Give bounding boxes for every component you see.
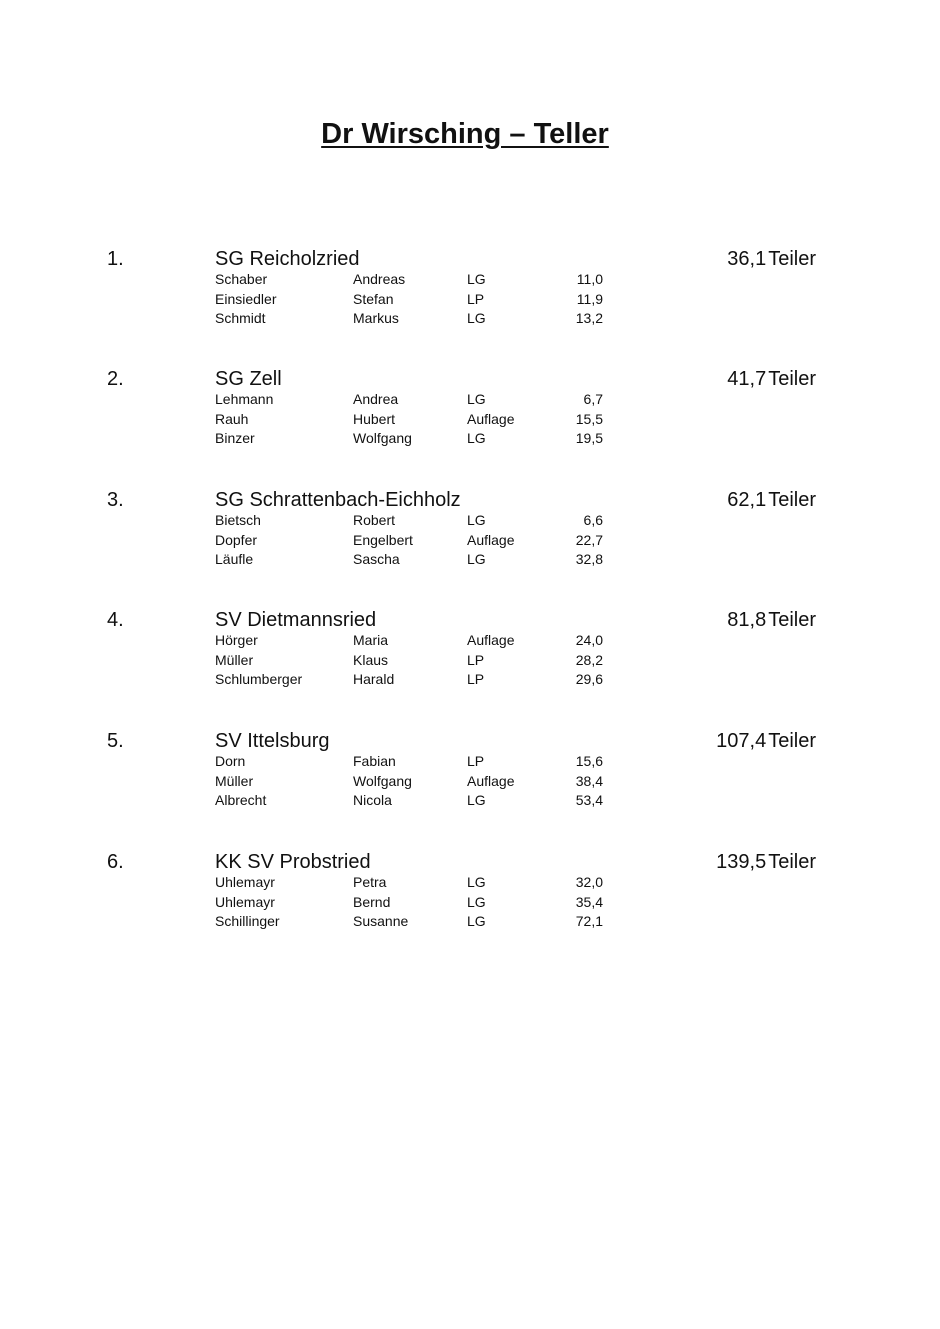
member-weapon: LG: [467, 874, 486, 890]
member-row: [0, 874, 940, 894]
member-last-name: Uhlemayr: [215, 874, 275, 890]
member-score: 32,0: [575, 874, 603, 890]
member-weapon: LP: [467, 753, 485, 769]
member-score: 72,1: [575, 913, 603, 929]
member-first-name: Stefan: [353, 290, 394, 307]
member-score: 11,0: [576, 271, 603, 287]
team-total-unit: Teiler: [768, 730, 816, 752]
member-score: 19,5: [575, 430, 603, 446]
member-last-name: Dopfer: [215, 531, 258, 548]
team-rank: 3.: [107, 489, 124, 511]
team-total: [727, 368, 816, 391]
member-last-name: Einsiedler: [215, 290, 277, 307]
team-total-value: 41,7: [727, 368, 767, 390]
member-last-name: Rauh: [215, 410, 249, 427]
member-last-name: Läufle: [215, 551, 254, 567]
page-title: Dr Wirsching – Teller: [321, 118, 609, 150]
member-first-name: Markus: [353, 310, 399, 326]
member-last-name: Binzer: [215, 430, 255, 446]
team-total-value: 81,8: [727, 609, 767, 631]
member-score: 13,2: [575, 310, 603, 326]
member-score: 15,5: [575, 410, 603, 427]
member-score: 32,8: [575, 551, 603, 567]
member-row: [0, 773, 940, 793]
member-weapon: LG: [467, 551, 486, 567]
member-last-name: Bietsch: [215, 512, 261, 528]
team-block: [0, 368, 940, 478]
member-first-name: Wolfgang: [353, 772, 412, 789]
member-first-name: Nicola: [353, 792, 392, 808]
team-name: SV Ittelsburg: [215, 730, 330, 752]
member-weapon: LG: [467, 792, 486, 808]
team-total: [727, 609, 816, 632]
member-row: [0, 652, 940, 672]
team-rank: 2.: [107, 368, 124, 390]
member-last-name: Müller: [215, 651, 254, 668]
member-row: [0, 532, 940, 552]
member-row: [0, 632, 940, 652]
member-weapon: LG: [467, 271, 486, 287]
team-total-unit: Teiler: [768, 368, 816, 390]
team-total-value: 139,5: [716, 851, 767, 873]
member-score: 35,4: [575, 893, 603, 910]
team-total-unit: Teiler: [768, 489, 816, 511]
team-name: SV Dietmannsried: [215, 609, 377, 631]
member-weapon: LP: [467, 671, 485, 687]
team-name: SG Schrattenbach-Eichholz: [215, 489, 461, 511]
team-name: SG Zell: [215, 368, 282, 390]
member-first-name: Susanne: [353, 913, 409, 929]
member-row: [0, 271, 940, 291]
member-last-name: Lehmann: [215, 391, 274, 407]
member-first-name: Hubert: [353, 410, 396, 427]
team-total: [727, 248, 816, 271]
member-first-name: Robert: [353, 512, 396, 528]
member-first-name: Klaus: [353, 651, 389, 668]
member-score: 29,6: [575, 671, 603, 687]
member-weapon: LG: [467, 893, 486, 910]
member-row: [0, 291, 940, 311]
team-name: SG Reicholzried: [215, 248, 360, 270]
member-weapon: Auflage: [467, 410, 515, 427]
member-score: 6,7: [583, 391, 603, 407]
team-rank: 1.: [107, 248, 124, 270]
team-total-value: 62,1: [727, 489, 767, 511]
member-last-name: Dorn: [215, 753, 246, 769]
member-row: [0, 512, 940, 532]
member-first-name: Andreas: [353, 271, 406, 287]
member-row: [0, 753, 940, 773]
member-list: [0, 271, 940, 330]
team-rank: 6.: [107, 851, 124, 873]
team-total-unit: Teiler: [768, 609, 816, 631]
member-weapon: LG: [467, 391, 486, 407]
member-last-name: Albrecht: [215, 792, 267, 808]
member-first-name: Andrea: [353, 391, 399, 407]
member-row: [0, 411, 940, 431]
member-list: [0, 512, 940, 571]
member-last-name: Hörger: [215, 632, 258, 648]
member-weapon: LG: [467, 310, 486, 326]
member-weapon: LG: [467, 430, 486, 446]
member-first-name: Petra: [353, 874, 387, 890]
member-score: 22,7: [575, 531, 603, 548]
member-weapon: LP: [467, 651, 485, 668]
team-name: KK SV Probstried: [215, 851, 371, 873]
member-weapon: LG: [467, 512, 486, 528]
member-list: [0, 632, 940, 691]
team-total: [716, 730, 816, 753]
team-total-value: 107,4: [716, 730, 767, 752]
member-first-name: Harald: [353, 671, 395, 687]
member-list: [0, 874, 940, 933]
member-last-name: Schmidt: [215, 310, 266, 326]
member-row: [0, 913, 940, 933]
member-row: [0, 391, 940, 411]
member-list: [0, 391, 940, 450]
team-rank: 4.: [107, 609, 124, 631]
member-first-name: Maria: [353, 632, 389, 648]
member-list: [0, 753, 940, 812]
member-last-name: Schillinger: [215, 913, 280, 929]
member-score: 38,4: [575, 772, 603, 789]
member-row: [0, 551, 940, 571]
member-weapon: Auflage: [467, 772, 515, 789]
team-total-value: 36,1: [727, 248, 767, 270]
team-total: [727, 489, 816, 512]
member-weapon: Auflage: [467, 531, 515, 548]
team-total-unit: Teiler: [768, 248, 816, 270]
team-rank: 5.: [107, 730, 124, 752]
member-row: [0, 894, 940, 914]
member-score: 6,6: [583, 512, 603, 528]
team-total-unit: Teiler: [768, 851, 816, 873]
team-block: [0, 851, 940, 961]
member-row: [0, 792, 940, 812]
team-block: [0, 730, 940, 840]
member-last-name: Müller: [215, 772, 254, 789]
member-last-name: Schlumberger: [215, 671, 303, 687]
member-first-name: Wolfgang: [353, 430, 412, 446]
member-first-name: Bernd: [353, 893, 391, 910]
member-score: 28,2: [575, 651, 603, 668]
member-weapon: LP: [467, 290, 485, 307]
team-block: [0, 248, 940, 358]
member-weapon: LG: [467, 913, 486, 929]
member-score: 53,4: [575, 792, 603, 808]
member-score: 11,9: [576, 290, 603, 307]
team-total: [716, 851, 816, 874]
member-score: 24,0: [575, 632, 603, 648]
member-row: [0, 430, 940, 450]
member-first-name: Sascha: [353, 551, 400, 567]
member-weapon: Auflage: [467, 632, 515, 648]
member-first-name: Engelbert: [353, 531, 413, 548]
member-score: 15,6: [575, 753, 603, 769]
member-last-name: Schaber: [215, 271, 268, 287]
member-row: [0, 310, 940, 330]
team-block: [0, 489, 940, 599]
member-first-name: Fabian: [353, 753, 396, 769]
team-block: [0, 609, 940, 719]
member-last-name: Uhlemayr: [215, 893, 275, 910]
member-row: [0, 671, 940, 691]
